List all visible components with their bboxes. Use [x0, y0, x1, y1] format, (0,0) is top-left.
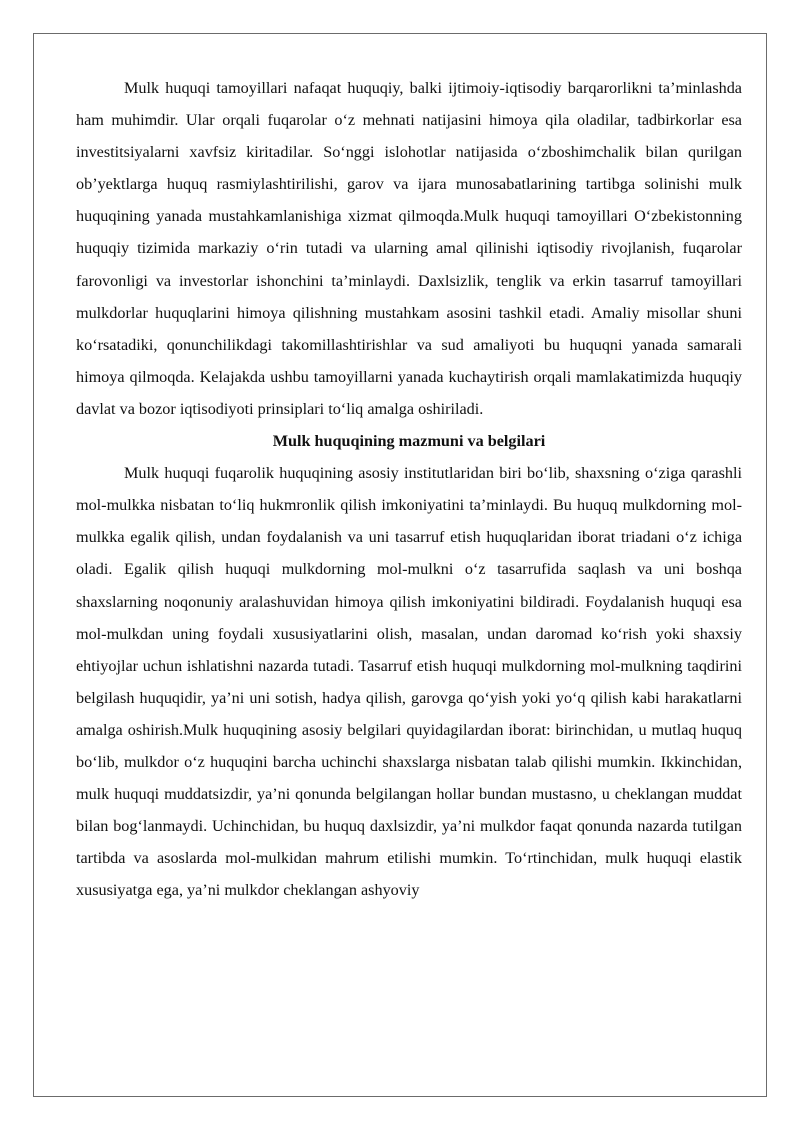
paragraph-content: Mulk huquqi fuqarolik huquqining asosiy institutlaridan biri bo‘lib, shaxsning o‘ziga qarashli mol-mulkka nisbatan to‘liq hukmronlik qilish imkoniyatini ta’minlaydi. Bu huquq mulkdorning mol-mulkka egalik qilish, undan foydalanish va uni tasarruf etish huquqlaridan iborat triadani o‘z ichiga oladi. Egalik qilish huquqi mulkdorning mol-mulkni o‘z tasarrufida saqlash va uni boshqa shaxslarning noqonuniy aralashuvidan himoya qilish imkoniyatini bildiradi. Foydalanish huquqi esa mol-mulkdan uning foydali xususiyatlarini olish, masalan, undan daromad ko‘rish yoki shaxsiy ehtiyojlar uchun ishlatishni nazarda tutadi. Tasarruf etish huquqi mulkdorning mol-mulkning taqdirini belgilash huquqidir, ya’ni uni sotish, hadya qilish, garovga qo‘yish yoki yo‘q qilish kabi harakatlarni amalga oshirish.Mulk huquqining asosiy belgilari quyidagilardan iborat: birinchidan, u mutlaq huquq bo‘lib, mulkdor o‘z huquqini barcha uchinchi shaxslarga nisbatan talab qilishi mumkin. Ikkinchidan, mulk huquqi muddatsizdir, ya’ni qonunda belgilangan hollar bundan mustasno, u cheklangan muddat bilan bog‘lanmaydi. Uchinchidan, bu huquq daxlsizdir, ya’ni mulkdor faqat qonunda nazarda tutilgan tartibda va asoslarda mol-mulkidan mahrum etilishi mumkin. To‘rtinchidan, mulk huquqi elastik xususiyatga ega, ya’ni mulkdor cheklangan ashyoviy	[76, 464, 742, 900]
section-heading: Mulk huquqining mazmuni va belgilari	[272, 432, 546, 451]
paragraph-intro: Mulk huquqi tamoyillari nafaqat huquqiy, balki ijtimoiy-iqtisodiy barqarorlikni ta’minlashda ham muhimdir. Ular orqali fuqarolar o‘z mehnati natijasini himoya qila oladilar, tadbirkorlar esa investitsiyalarni xavfsiz kiritadilar. So‘nggi islohotlar natijasida o‘zboshimchalik bilan qurilgan ob’yektlarga huquq rasmiylashtirilishi, garov va ijara munosabatlarining tartibga solinishi mulk huquqining yanada mustahkamlanishiga xizmat qilmoqda.Mulk huquqi tamoyillari O‘zbekistonning huquqiy tizimida markaziy o‘rin tutadi va ularning amal qilinishi iqtisodiy rivojlanish, fuqarolar farovonligi va investorlar ishonchini ta’minlaydi. Daxlsizlik, tenglik va erkin tasarruf tamoyillari mulkdorlar huquqlarini himoya qilishning mustahkam asosini tashkil etadi. Amaliy misollar shuni ko‘rsatadiki, qonunchilikdagi takomillashtirishlar va sud amaliyoti bu huquqni yanada samarali himoya qilmoqda. Kelajakda ushbu tamoyillarni yanada kuchaytirish orqali mamlakatimizda huquqiy davlat va bozor iqtisodiyoti prinsiplari to‘liq amalga oshiriladi.	[76, 79, 742, 418]
document-body	[76, 72, 742, 906]
